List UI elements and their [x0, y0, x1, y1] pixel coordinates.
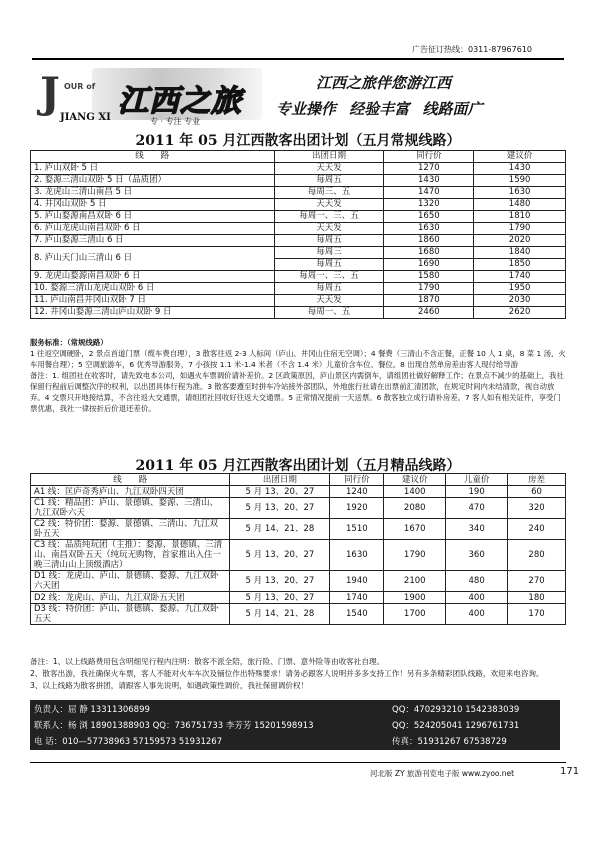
room-diff-cell: 170 [508, 604, 566, 625]
suggest-price-cell: 1670 [384, 519, 446, 540]
table-row [31, 223, 566, 235]
room-diff-cell: 270 [508, 571, 566, 592]
date-cell: 5 月 13、20、27 [230, 571, 330, 592]
suggest-price-cell: 1790 [474, 223, 566, 235]
trade-price-cell: 1510 [330, 519, 384, 540]
trade-price-cell: 1580 [384, 271, 474, 283]
contact-manager-qq: QQ：470293210 1542383039 [392, 705, 520, 715]
slogan-line-1: 江西之旅伴您游江西 [316, 74, 452, 92]
suggest-price-cell: 1740 [474, 271, 566, 283]
logo-motto: 专 · 专注 专业 [150, 117, 201, 126]
slogan-line-2: 专业操作 经验丰富 线路面广 [276, 100, 483, 118]
contact-manager: 负责人：屈 静 13311306899 [34, 705, 150, 715]
section2-title: 2011 年 05 月江西散客出团计划（五月精品线路） [135, 458, 461, 474]
section1-notes [30, 337, 566, 414]
table-row [31, 307, 566, 319]
table-row [31, 163, 566, 175]
room-diff-cell: 180 [508, 592, 566, 604]
col-header-date: 出团日期 [274, 151, 384, 163]
route-cell: 12. 井冈山婺源三清山庐山双卧 9 日 [31, 307, 275, 319]
trade-price-cell: 1650 [384, 211, 474, 223]
suggest-price-cell: 1480 [474, 199, 566, 211]
table-row [31, 604, 566, 625]
section2-notes [30, 656, 566, 692]
suggest-price-cell: 1790 [384, 540, 446, 571]
date-cell: 天天发 [274, 163, 384, 175]
col-header-date: 出团日期 [230, 474, 330, 486]
room-diff-cell: 240 [508, 519, 566, 540]
suggest-price-cell: 1590 [474, 175, 566, 187]
trade-price-cell: 1690 [384, 259, 474, 271]
table-row [31, 540, 566, 571]
route-cell: C3 线：品质纯玩团（主推）：婺源、景德镇、三清山、南昌双卧五天（纯玩无购物，首家推出入住一晚三清山山上顶级酒店） [31, 540, 230, 571]
date-cell: 天天发 [274, 223, 384, 235]
suggest-price-cell: 1430 [474, 163, 566, 175]
route-cell: 7. 庐山婺源三清山 6 日 [31, 235, 275, 247]
date-cell: 每周一、五 [274, 307, 384, 319]
suggest-price-cell: 1840 [474, 247, 566, 259]
suggest-price-cell: 1700 [384, 604, 446, 625]
date-cell: 每周三、五 [274, 187, 384, 199]
child-price-cell: 340 [446, 519, 508, 540]
contact-bar [30, 700, 560, 750]
room-diff-cell: 320 [508, 498, 566, 519]
premium-routes-table [30, 473, 566, 625]
route-cell: 5. 庐山婺源南昌双卧 6 日 [31, 211, 275, 223]
table-row [31, 187, 566, 199]
trade-price-cell: 1630 [330, 540, 384, 571]
table-row [31, 175, 566, 187]
section2-note-3: 3、以上线路为散客拼团，请跟客人事先说明，如遇政策性调价，我社保留调价权！ [30, 681, 309, 690]
ad-hotline: 广告征订热线：0311-87967610 [412, 45, 532, 54]
date-cell: 每周三 [274, 247, 384, 259]
child-price-cell: 470 [446, 498, 508, 519]
contact-fax: 传真：51931267 67538729 [392, 737, 507, 747]
contact-persons-qq: QQ：524205041 1296761731 [392, 721, 520, 731]
date-cell: 5 月 13、20、27 [230, 486, 330, 498]
footer-text: 河北版 ZY 旅游刊览电子版 www.zyoo.net [370, 769, 515, 778]
suggest-price-cell: 1630 [474, 187, 566, 199]
trade-price-cell: 1240 [330, 486, 384, 498]
suggest-price-cell: 1950 [474, 283, 566, 295]
route-cell: 1. 庐山双卧 5 日 [31, 163, 275, 175]
regular-routes-table [30, 150, 566, 319]
route-cell: 11. 庐山南昌井冈山双卧 7 日 [31, 295, 275, 307]
table-row [31, 571, 566, 592]
trade-price-cell: 1790 [384, 283, 474, 295]
logo-chinese: 江西之旅 [118, 84, 242, 119]
table-row [31, 486, 566, 498]
table-row [31, 247, 566, 259]
route-cell: A1 线：匡庐奇秀庐山、九江双卧四天团 [31, 486, 230, 498]
suggest-price-cell: 2030 [474, 295, 566, 307]
date-cell: 天天发 [274, 199, 384, 211]
table-row [31, 592, 566, 604]
trade-price-cell: 1470 [384, 187, 474, 199]
contact-phone: 电 话：010—57738963 57159573 51931267 [34, 737, 223, 747]
route-cell: 9. 龙虎山婺源南昌双卧 6 日 [31, 271, 275, 283]
table-header-row [31, 474, 566, 486]
table-row [31, 283, 566, 295]
trade-price-cell: 2460 [384, 307, 474, 319]
room-diff-cell: 280 [508, 540, 566, 571]
suggest-price-cell: 2620 [474, 307, 566, 319]
route-cell: D3 线：特价团：庐山、景德镇、婺源、九江双卧五天 [31, 604, 230, 625]
suggest-price-cell: 2100 [384, 571, 446, 592]
trade-price-cell: 1270 [384, 163, 474, 175]
col-header-route: 线 路 [31, 474, 230, 486]
suggest-price-cell: 1810 [474, 211, 566, 223]
date-cell: 5 月 14、21、28 [230, 519, 330, 540]
child-price-cell: 480 [446, 571, 508, 592]
table-row [31, 235, 566, 247]
suggest-price-cell: 1400 [384, 486, 446, 498]
trade-price-cell: 1920 [330, 498, 384, 519]
trade-price-cell: 1860 [384, 235, 474, 247]
route-cell: 10. 婺源三清山龙虎山双卧 6 日 [31, 283, 275, 295]
date-cell: 每周五 [274, 235, 384, 247]
col-header-route: 线 路 [31, 151, 275, 163]
route-cell: 3. 龙虎山三清山南昌 5 日 [31, 187, 275, 199]
col-header-trade-price: 同行价 [330, 474, 384, 486]
date-cell: 每周一、三、五 [274, 271, 384, 283]
table-row [31, 271, 566, 283]
suggest-price-cell: 1850 [474, 259, 566, 271]
suggest-price-cell: 2080 [384, 498, 446, 519]
trade-price-cell: 1740 [330, 592, 384, 604]
section2-note-2: 2、散客出游，我社确保火车票，客人不能对火车车次及铺位作出特殊要求！请务必跟客人说明并多多支持工作！另有多条精彩团队线路，欢迎来电咨询。 [30, 669, 544, 678]
route-cell: 8. 庐山天门山三清山 6 日 [31, 247, 275, 271]
route-cell: 2. 婺源三清山双卧 5 日（品质团） [31, 175, 275, 187]
page-number: 171 [560, 766, 580, 777]
trade-price-cell: 1320 [384, 199, 474, 211]
date-cell: 5 月 14、21、28 [230, 604, 330, 625]
trade-price-cell: 1870 [384, 295, 474, 307]
table-row [31, 199, 566, 211]
date-cell: 每周五 [274, 175, 384, 187]
date-cell: 5 月 13、20、27 [230, 540, 330, 571]
date-cell: 5 月 13、20、27 [230, 592, 330, 604]
date-cell: 天天发 [274, 295, 384, 307]
service-standard-text: 1 往返空调硬卧，2 景点首道门票（缆车费自理），3 散客往返 2-3 人标间（庐山、井冈山住宿无空调）；4 餐费（三清山不含正餐，正餐 10 人 1 桌，8 菜 1 汤，火车用餐自理）；5 空调旅游车，6 优秀导游服务，7 小孩按 1.1 米-1.4 米者（不含 1.4 米）儿童价含车位、餐位。8 出现自然单房差由客人现付给导游 [30, 349, 566, 369]
col-header-room-diff: 房差 [508, 474, 566, 486]
section1-remarks: 备注：1. 组团社在收客时，请先致电本公司，如遇火车票调价请补差价。2 区政策原因，庐山景区内需倒车，请组团社做好解释工作；在景点不减少的基础上，我社保留行程前后调整次序的权利，以出团具体行程为准。3 散客要遵至时拼车冷站接外部团队，外地旅行社请在出票前汇清团款，在规定时间内未结清款，视自动放弃。4 交票只开地接结算，不含往返大交通票，请组团社回收好往返大交通票。5 正常情况提前一天送票。6 散客独立成行请补房差。7 客人如有相关证件，享受门票优惠，我社一律按折后价退还差价。 [30, 371, 564, 413]
table-row [31, 498, 566, 519]
route-cell: D2 线：龙虎山、庐山、九江双卧五天团 [31, 592, 230, 604]
header-divider [32, 58, 564, 60]
col-header-child-price: 儿童价 [446, 474, 508, 486]
child-price-cell: 400 [446, 604, 508, 625]
contact-persons: 联系人：杨 浏 18901388903 QQ：736751733 李芳芳 15201598913 [34, 721, 314, 731]
logo-name: JIANG XI [60, 112, 111, 123]
route-cell: 4. 井冈山双卧 5 日 [31, 199, 275, 211]
date-cell: 5 月 13、20、27 [230, 498, 330, 519]
trade-price-cell: 1680 [384, 247, 474, 259]
child-price-cell: 360 [446, 540, 508, 571]
table-row [31, 519, 566, 540]
trade-price-cell: 1540 [330, 604, 384, 625]
col-header-suggest-price: 建议价 [474, 151, 566, 163]
suggest-price-cell: 2020 [474, 235, 566, 247]
route-cell: C2 线：特价团：婺源、景德镇、三清山、九江双卧五天 [31, 519, 230, 540]
child-price-cell: 400 [446, 592, 508, 604]
route-cell: D1 线：龙虎山、庐山、景德镇、婺源、九江双卧六天团 [31, 571, 230, 592]
service-standard-heading: 服务标准：（常规线路） [30, 338, 108, 347]
logo-small-text: OUR of [64, 82, 96, 91]
route-cell: 6. 庐山龙虎山南昌双卧 6 日 [31, 223, 275, 235]
date-cell: 每周五 [274, 283, 384, 295]
trade-price-cell: 1630 [384, 223, 474, 235]
date-cell: 每周一、三、五 [274, 211, 384, 223]
suggest-price-cell: 1900 [384, 592, 446, 604]
date-cell: 每周五 [274, 259, 384, 271]
section2-note-1: 备注：1、以上线路费用包含明细见行程内注明：散客不派全陪，旅行险、门票、意外险等由收客社自理。 [30, 657, 385, 666]
section1-title: 2011 年 05 月江西散客出团计划（五月常规线路） [135, 133, 461, 149]
footer-divider [30, 762, 566, 763]
trade-price-cell: 1430 [384, 175, 474, 187]
table-header-row [31, 151, 566, 163]
trade-price-cell: 1940 [330, 571, 384, 592]
route-cell: C1 线：精品团：庐山、景德镇、婺源、三清山、九江双卧六天 [31, 498, 230, 519]
col-header-trade-price: 同行价 [384, 151, 474, 163]
logo-letter: J [40, 68, 60, 117]
col-header-suggest-price: 建议价 [384, 474, 446, 486]
child-price-cell: 190 [446, 486, 508, 498]
room-diff-cell: 60 [508, 486, 566, 498]
table-row [31, 295, 566, 307]
table-row [31, 211, 566, 223]
